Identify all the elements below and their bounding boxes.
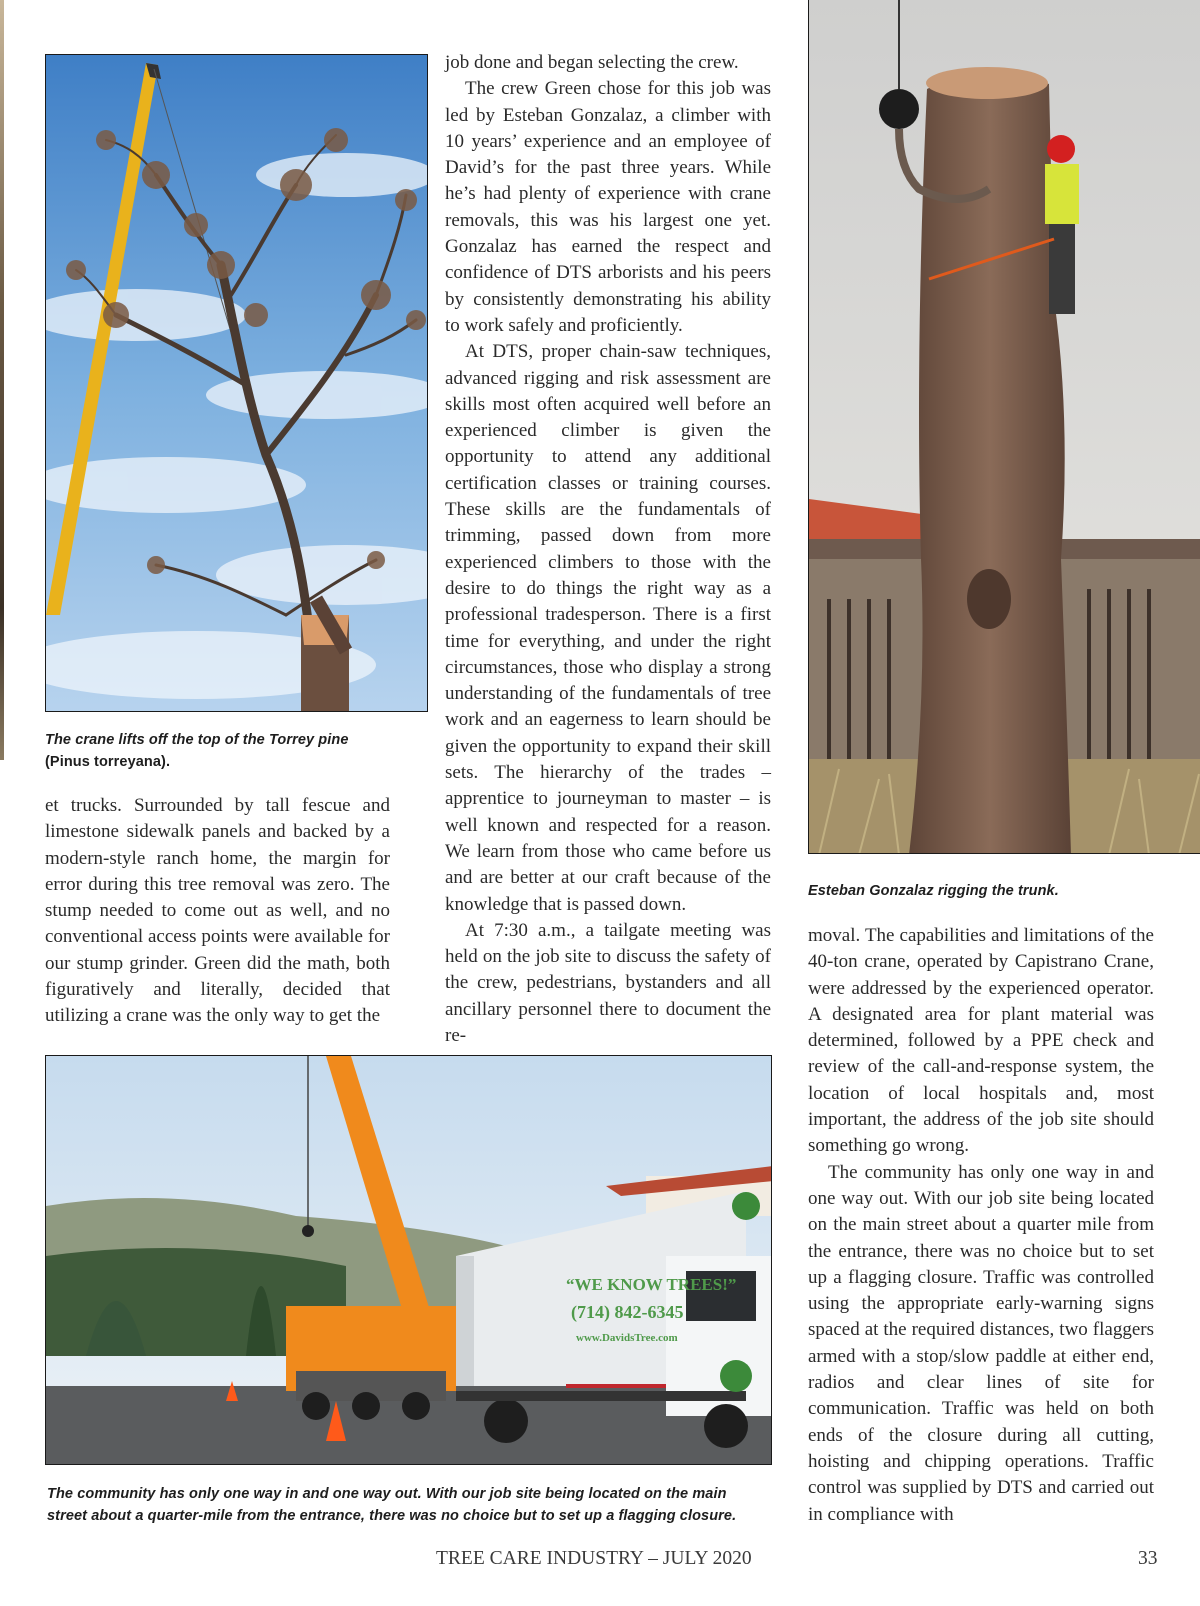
truck-phone: (714) 842-6345 [571,1302,684,1322]
crane-lift-photo [45,54,428,712]
paragraph: At DTS, proper chain-saw techniques, advanced rigging and risk assessment are skills most often acquired well before an experienced climber is given the opportunity to attend any additional certification classes or training courses. These skills are the fundamentals of trimming, passed down from more experienced climbers to those with the desire to do things the right way as a professional tradesperson. There is a first time for everything, and under the right circumstances, those who display a strong understanding of the fundamentals of tree work and an eagerness to learn should be given the opportunity to expand their skill sets. The hierarchy of the trades – apprentice to journeyman to master – is well known and respected for a reason. We learn from those who came before us and are better at our craft because of the knowledge that is passed down. [445,341,771,915]
middle-column [445,50,771,1049]
caption-text: The crane lifts off the top of the Torrey pine [45,732,349,748]
right-column [808,923,1154,1528]
page-number: 33 [1138,1548,1158,1569]
crane-truck-photo [45,1055,772,1465]
paragraph: At 7:30 a.m., a tailgate meeting was held on the job site to discuss the safety of the crew, pedestrians, bystanders and all ancillary personnel there to document the re- [445,919,771,1046]
paragraph: moval. The capabilities and limitations of the 40-ton crane, operated by Capistrano Crane, were addressed by the experienced operator. A designated area for plant material was determined, followed by a PPE check and review of the call-and-response system, the location of local hospitals and, most important, the address of the job site should something go wrong. [808,925,1154,1157]
rigging-photo [808,0,1200,854]
paragraph: job done and began selecting the crew. [445,52,739,73]
paragraph: The community has only one way in and one way out. With our job site being located on the main street about a quarter mile from the entrance, there was no choice but to set up a flagging closure. Traffic was controlled using the appropriate early-warning signs spaced at the required distances, two flaggers armed with a stop/slow paddle at either end, radios and clear lines of site for communication. Traffic was held on both ends of the closure during all cutting, hoisting and chipping operations. Traffic control was supplied by DTS and carried out in compliance with [808,1161,1154,1525]
paragraph: The crew Green chose for this job was led by Esteban Gonzalaz, a climber with 10 years’ experience and an employee of David’s for the past three years. While he’s had plenty of experience with crane removals, this was his largest one yet. Gonzalaz has earned the respect and confidence of DTS arborists and his peers by consistently demonstrating his ability to work safely and proficiently. [445,78,771,336]
caption-scientific-name: (Pinus torreyana). [45,754,171,770]
left-column [45,793,390,1030]
truck-slogan: “WE KNOW TREES!” [566,1275,737,1294]
truck-website: www.DavidsTree.com [576,1332,678,1344]
running-footer: TREE CARE INDUSTRY – JULY 2020 [436,1548,752,1569]
community-caption: The community has only one way in and one way out. With our job site being located on the main street about a quarter-mile from the entrance, there was no choice but to set up a flagging closure. [47,1486,737,1524]
rigging-caption: Esteban Gonzalaz rigging the trunk. [808,883,1059,899]
crane-lift-caption [45,729,395,773]
page-edge-strip [0,0,4,760]
paragraph: et trucks. Surrounded by tall fescue and limestone sidewalk panels and backed by a modern-style ranch home, the margin for error during this tree removal was zero. The stump needed to come out as well, and no conventional access points were available for our stump grinder. Green did the math, both figuratively and literally, decided that utilizing a crane was the only way to get the [45,795,390,1027]
